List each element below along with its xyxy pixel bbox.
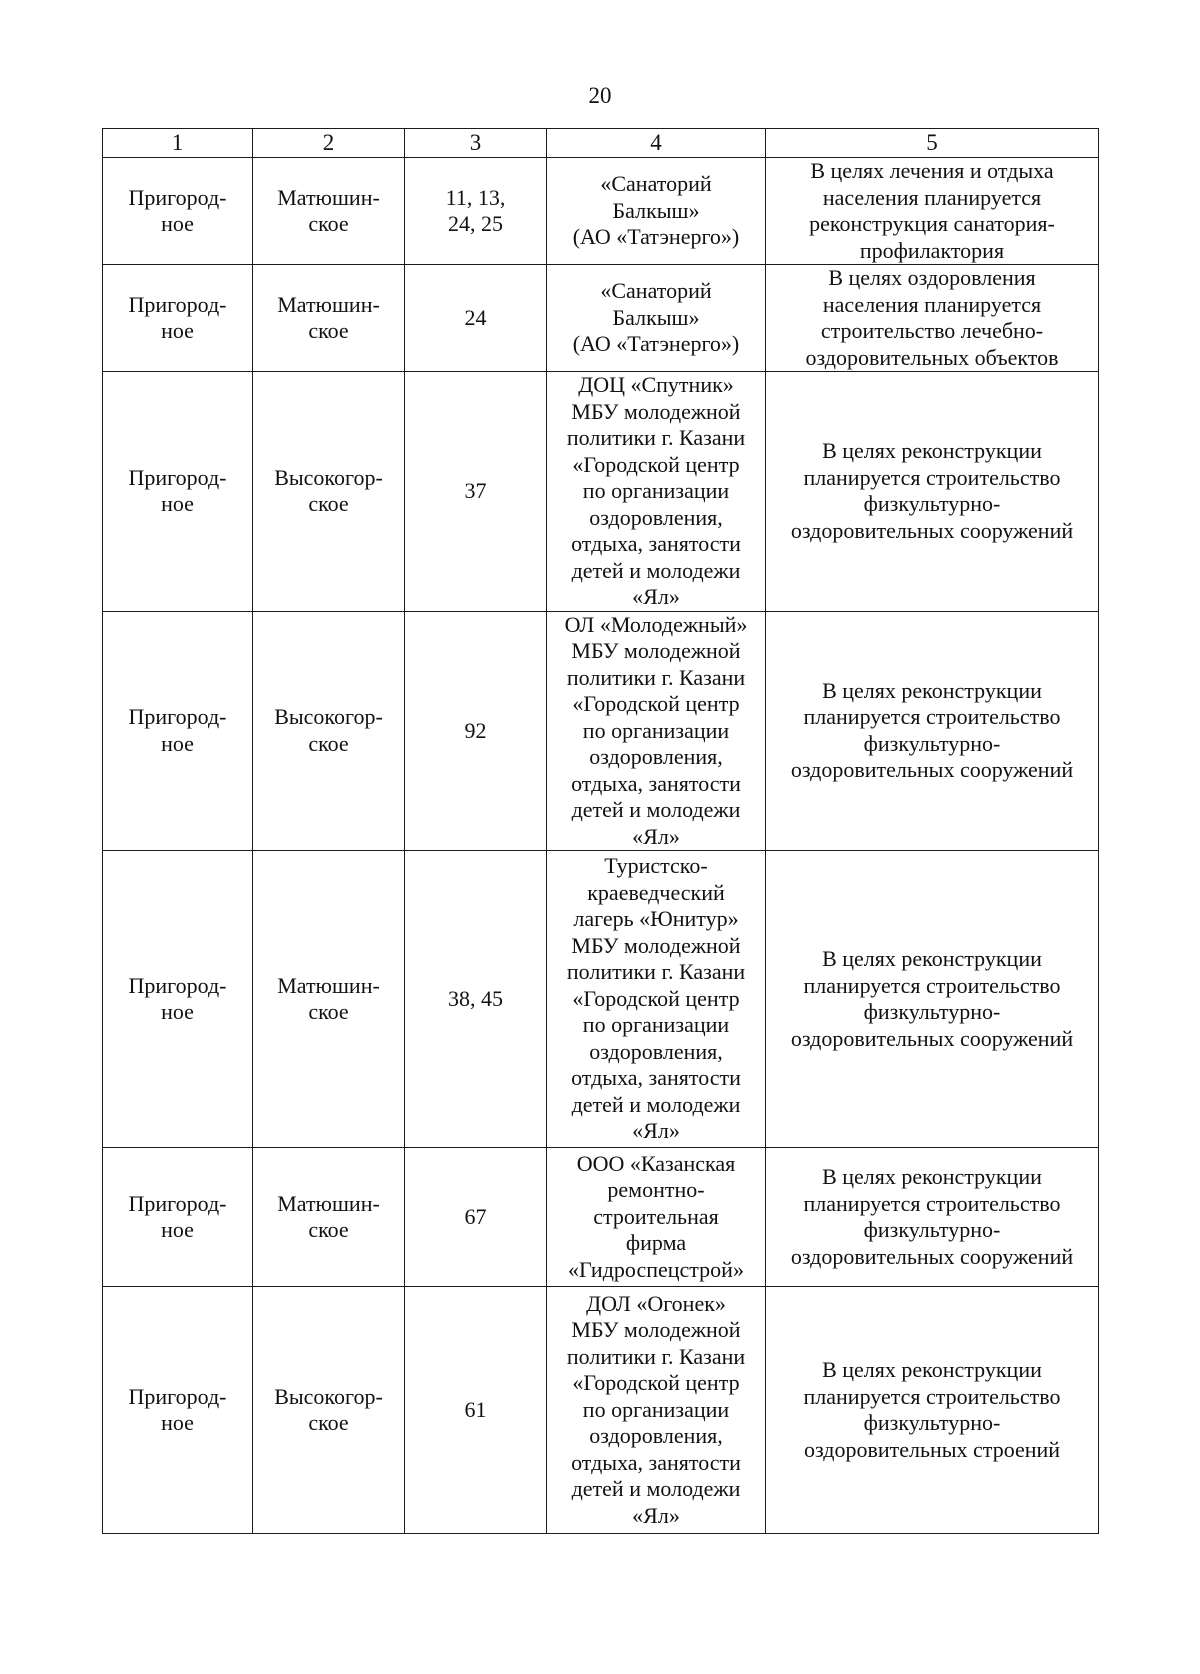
- table-header-row: [103, 129, 1099, 158]
- cell-territory: Пригород- ное: [103, 851, 253, 1148]
- cell-plot-numbers: 37: [405, 372, 547, 612]
- table-row: [103, 1148, 1099, 1287]
- cell-settlement: Матюшин- ское: [253, 265, 405, 372]
- cell-territory: Пригород- ное: [103, 1287, 253, 1534]
- table-row: [103, 851, 1099, 1148]
- cell-purpose: В целях реконструкции планируется строительство физкультурно- оздоровительных сооружений: [766, 611, 1099, 851]
- cell-plot-numbers: 11, 13, 24, 25: [405, 158, 547, 265]
- cell-purpose: В целях реконструкции планируется строительство физкультурно- оздоровительных сооружений: [766, 1148, 1099, 1287]
- column-header-1: 1: [103, 129, 253, 158]
- cell-facility: «Санаторий Балкыш» (АО «Татэнерго»): [547, 158, 766, 265]
- cell-purpose: В целях лечения и отдыха населения планируется реконструкция санатория- профилактория: [766, 158, 1099, 265]
- cell-facility: ДОЛ «Огонек» МБУ молодежной политики г. Казани «Городской центр по организации оздоровления, отдыха, занятости детей и молодежи «Ял»: [547, 1287, 766, 1534]
- column-header-3: 3: [405, 129, 547, 158]
- cell-facility: ОЛ «Молодежный» МБУ молодежной политики г. Казани «Городской центр по организации оздоровления, отдыха, занятости детей и молодежи «Ял»: [547, 611, 766, 851]
- cell-plot-numbers: 67: [405, 1148, 547, 1287]
- column-header-5: 5: [766, 129, 1099, 158]
- cell-plot-numbers: 92: [405, 611, 547, 851]
- table-row: [103, 158, 1099, 265]
- page-number: 20: [588, 83, 612, 108]
- cell-facility: ДОЦ «Спутник» МБУ молодежной политики г. Казани «Городской центр по организации оздоровления, отдыха, занятости детей и молодежи «Ял»: [547, 372, 766, 612]
- cell-facility: Туристско- краеведческий лагерь «Юнитур» МБУ молодежной политики г. Казани «Городской центр по организации оздоровления, отдыха, занятости детей и молодежи «Ял»: [547, 851, 766, 1148]
- table-row: [103, 1287, 1099, 1534]
- cell-facility: «Санаторий Балкыш» (АО «Татэнерго»): [547, 265, 766, 372]
- cell-territory: Пригород- ное: [103, 372, 253, 612]
- cell-purpose: В целях реконструкции планируется строительство физкультурно- оздоровительных сооружений: [766, 372, 1099, 612]
- cell-plot-numbers: 61: [405, 1287, 547, 1534]
- table-row: [103, 265, 1099, 372]
- cell-purpose: В целях реконструкции планируется строительство физкультурно- оздоровительных сооружений: [766, 851, 1099, 1148]
- facilities-table: [102, 128, 1099, 1534]
- cell-settlement: Высокогор- ское: [253, 611, 405, 851]
- table-row: [103, 611, 1099, 851]
- cell-territory: Пригород- ное: [103, 265, 253, 372]
- cell-purpose: В целях оздоровления населения планируется строительство лечебно- оздоровительных объектов: [766, 265, 1099, 372]
- column-header-2: 2: [253, 129, 405, 158]
- cell-settlement: Матюшин- ское: [253, 851, 405, 1148]
- cell-plot-numbers: 38, 45: [405, 851, 547, 1148]
- table-row: [103, 372, 1099, 612]
- cell-plot-numbers: 24: [405, 265, 547, 372]
- cell-territory: Пригород- ное: [103, 1148, 253, 1287]
- cell-settlement: Высокогор- ское: [253, 1287, 405, 1534]
- column-header-4: 4: [547, 129, 766, 158]
- cell-purpose: В целях реконструкции планируется строительство физкультурно- оздоровительных строений: [766, 1287, 1099, 1534]
- cell-settlement: Матюшин- ское: [253, 158, 405, 265]
- cell-territory: Пригород- ное: [103, 158, 253, 265]
- cell-settlement: Высокогор- ское: [253, 372, 405, 612]
- cell-facility: ООО «Казанская ремонтно- строительная фирма «Гидроспецстрой»: [547, 1148, 766, 1287]
- cell-settlement: Матюшин- ское: [253, 1148, 405, 1287]
- cell-territory: Пригород- ное: [103, 611, 253, 851]
